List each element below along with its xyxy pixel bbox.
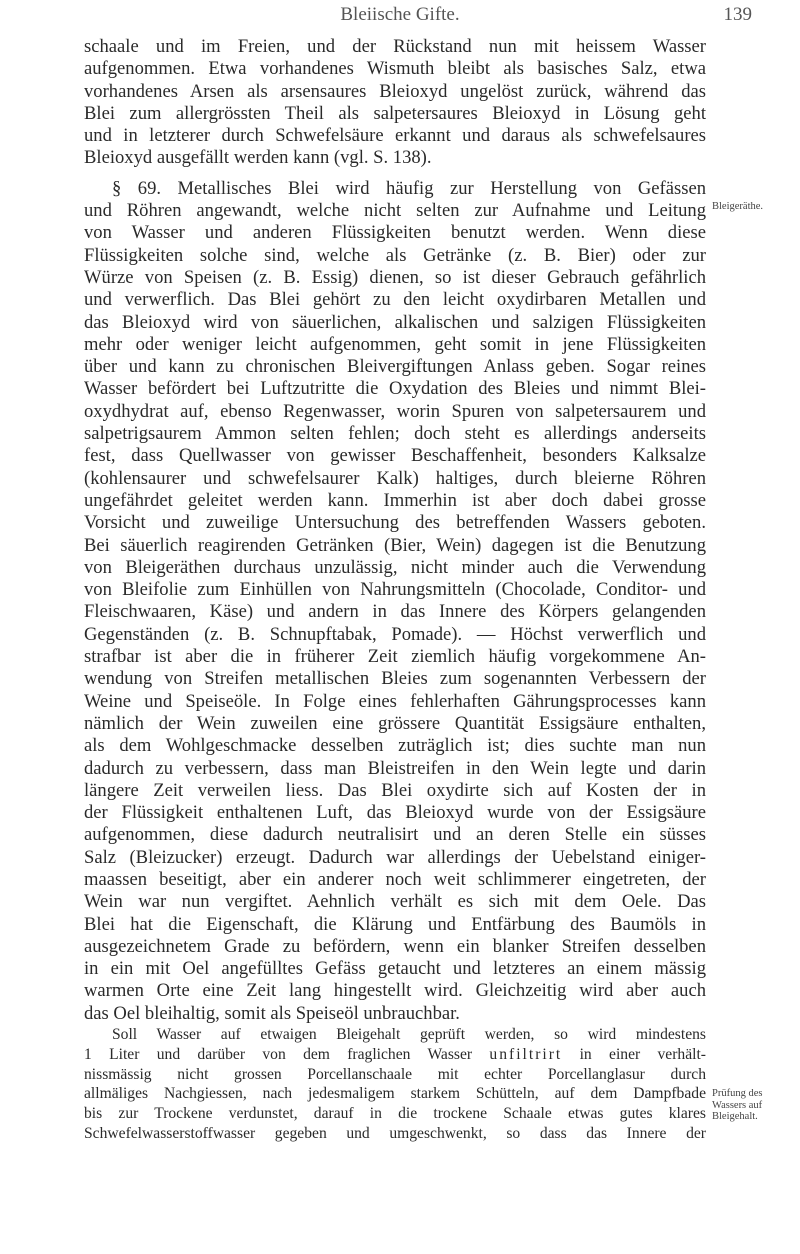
text-line: Blei zum allergrössten Theil als salpetersaures Bleioxyd in Lösung geht xyxy=(84,102,706,124)
text-line: mehr oder weniger leicht aufgenommen, geht somit in jene Flüssigkeiten xyxy=(84,333,706,355)
text-line: ausgezeichnetem Grade zu befördern, wenn ein blanker Streifen desselben xyxy=(84,935,706,957)
text-line: das Bleioxyd wird von säuerlichen, alkalischen und salzigen Flüssigkeiten xyxy=(84,311,706,333)
text-line: Schwefelwasserstoffwasser gegeben und umgeschwenkt, so dass das Innere der xyxy=(84,1125,706,1143)
running-head xyxy=(0,4,800,30)
text-line: Salz (Bleizucker) erzeugt. Dadurch war allerdings der Uebelstand einiger- xyxy=(84,846,706,868)
text-line: fest, dass Quellwasser von gewisser Beschaffenheit, besonders Kalksalze xyxy=(84,445,706,467)
margin-note-text: Bleigeräthe. xyxy=(712,201,764,212)
text-line: Gegenständen (z. B. Schnupftabak, Pomade). — Höchst verwerflich und xyxy=(84,623,706,645)
text-line: Wasser befördert bei Luftzutritte die Oxydation des Bleies und nimmt Blei- xyxy=(84,378,706,400)
margin-note-text: Prüfung des xyxy=(712,1088,763,1099)
text-line: dadurch zu verbessern, dass man Bleistreifen in den Wein legte und darin xyxy=(84,757,706,779)
text-line: wendung von Streifen metallischen Bleies zum sogenannten Verbessern der xyxy=(84,668,706,690)
text-line: nämlich der Wein zuweilen eine grössere Quantität Essigsäure enthalten, xyxy=(84,712,706,734)
text-line: Flüssigkeiten solche sind, welche als Getränke (z. B. Bier) oder zur xyxy=(84,244,706,266)
paragraph-69 xyxy=(84,178,706,1025)
text-line: von Wasser und anderen Flüssigkeiten benutzt werden. Wenn diese xyxy=(84,222,706,244)
text-line: und verwerflich. Das Blei gehört zu den leicht oxydirbaren Metallen und xyxy=(84,289,706,311)
text-line: und Röhren angewandt, welche nicht selten zur Aufnahme und Leitung xyxy=(84,200,706,222)
text-line: Bleioxyd ausgefällt werden kann (vgl. S. 138). xyxy=(84,147,432,169)
text-line xyxy=(84,1045,706,1065)
text-line: vorhandenes Arsen als arsensaures Bleioxyd ungelöst zurück, während das xyxy=(84,80,706,102)
text-line: strafbar ist aber die in früherer Zeit ziemlich häufig vorgekommene An- xyxy=(84,646,706,668)
text-line: als dem Wohlgeschmacke desselben zuträglich ist; dies suchte man nun xyxy=(84,735,706,757)
margin-note-bleigeraethe xyxy=(712,201,800,213)
text-line: schaale und im Freien, und der Rückstand nun mit heissem Wasser xyxy=(84,36,706,57)
text-line: aufgenommen, diese dadurch neutralisirt und an deren Stelle ein süsses xyxy=(84,824,706,846)
text-line: Würze von Speisen (z. B. Essig) dienen, so ist dieser Gebrauch gefährlich xyxy=(84,266,706,288)
text-line: (kohlensaurer und schwefelsaurer Kalk) haltiges, durch bleierne Röhren xyxy=(84,467,706,489)
margin-note-pruefung xyxy=(712,1088,800,1123)
text-line: Weine und Speiseöle. In Folge eines fehlerhaften Gährungsprocesses kann xyxy=(84,690,706,712)
text-line: bis zur Trockene verdunstet, darauf in die trockene Schaale etwas gutes klares xyxy=(84,1105,706,1123)
text-line: der Flüssigkeit enthaltenen Luft, das Bleioxyd wurde von der Essigsäure xyxy=(84,802,706,824)
text-line: von Bleifolie zum Einhüllen von Nahrungsmitteln (Chocolade, Conditor- und xyxy=(84,579,706,601)
text-line: maassen beseitigt, aber ein anderer noch weit schlimmerer eingetreten, der xyxy=(84,868,706,890)
text-line: warmen Orte eine Zeit lang hingestellt wird. Gleichzeitig wird aber auch xyxy=(84,980,706,1002)
margin-note-text: Wassers auf xyxy=(712,1099,763,1111)
text-line: aufgenommen. Etwa vorhandenes Wismuth bleibt als basisches Salz, etwa xyxy=(84,58,706,80)
text-fragment: 1 Liter und darüber von dem fraglichen Wasser xyxy=(84,1045,490,1063)
text-line: Fleischwaaren, Käse) und andern in das Innere des Körpers gelangenden xyxy=(84,601,706,623)
emphasis-text: unfiltrirt xyxy=(489,1045,563,1063)
text-line: Soll Wasser auf etwaigen Bleigehalt geprüft werden, so wird mindestens xyxy=(112,1026,706,1044)
text-line: in ein mit Oel angefülltes Gefäss getaucht und letzteres an einem mässig xyxy=(84,958,706,980)
paragraph-1 xyxy=(84,36,706,170)
text-fragment: in einer verhält- xyxy=(562,1045,706,1063)
text-line: Blei hat die Eigenschaft, die Klärung und Entfärbung des Baumöls in xyxy=(84,913,706,935)
text-line: und in letzterer durch Schwefelsäure erkannt und daraus als schwefelsaures xyxy=(84,125,706,147)
running-head-title: Bleiische Gifte. xyxy=(340,4,460,25)
section-heading-line: § 69. Metallisches Blei wird häufig zur Herstellung von Gefässen xyxy=(112,177,706,199)
text-line: nissmässig nicht grossen Porcellanschaale mit echter Porcellanglasur durch xyxy=(84,1065,706,1083)
margin-note-text: Bleigehalt. xyxy=(712,1111,758,1122)
text-line: Wein war nun vergiftet. Aehnlich verhält es sich mit dem Oele. Das xyxy=(84,891,706,913)
text-line: salpetrigsaurem Ammon selten fehlen; doch steht es allerdings anderseits xyxy=(84,423,706,445)
text-line: von Bleigeräthen durchaus unzulässig, nicht minder auch die Verwendung xyxy=(84,556,706,578)
text-line: oxydhydrat auf, ebenso Regenwasser, worin Spuren von salpetersaurem und xyxy=(84,400,706,422)
page-number: 139 xyxy=(723,4,752,25)
text-line: längere Zeit verweilen liess. Das Blei oxydirte sich auf Kosten der in xyxy=(84,779,706,801)
text-line: das Oel bleihaltig, somit als Speiseöl unbrauchbar. xyxy=(84,1002,460,1024)
text-line: über und kann zu chronischen Bleivergiftungen Anlass geben. Sogar reines xyxy=(84,356,706,378)
paragraph-small-print xyxy=(84,1025,706,1144)
text-line: Vorsicht und zuweilige Untersuchung des betreffenden Wassers geboten. xyxy=(84,512,706,534)
page-body xyxy=(84,36,706,1144)
text-line: Bei säuerlich reagirenden Getränken (Bier, Wein) dagegen ist die Benutzung xyxy=(84,534,706,556)
text-line: ungefährdet geleitet werden kann. Immerhin ist aber doch dabei grosse xyxy=(84,489,706,511)
text-line: allmäliges Nachgiessen, nach jedesmaligem starkem Schütteln, auf dem Dampfbade xyxy=(84,1085,706,1103)
